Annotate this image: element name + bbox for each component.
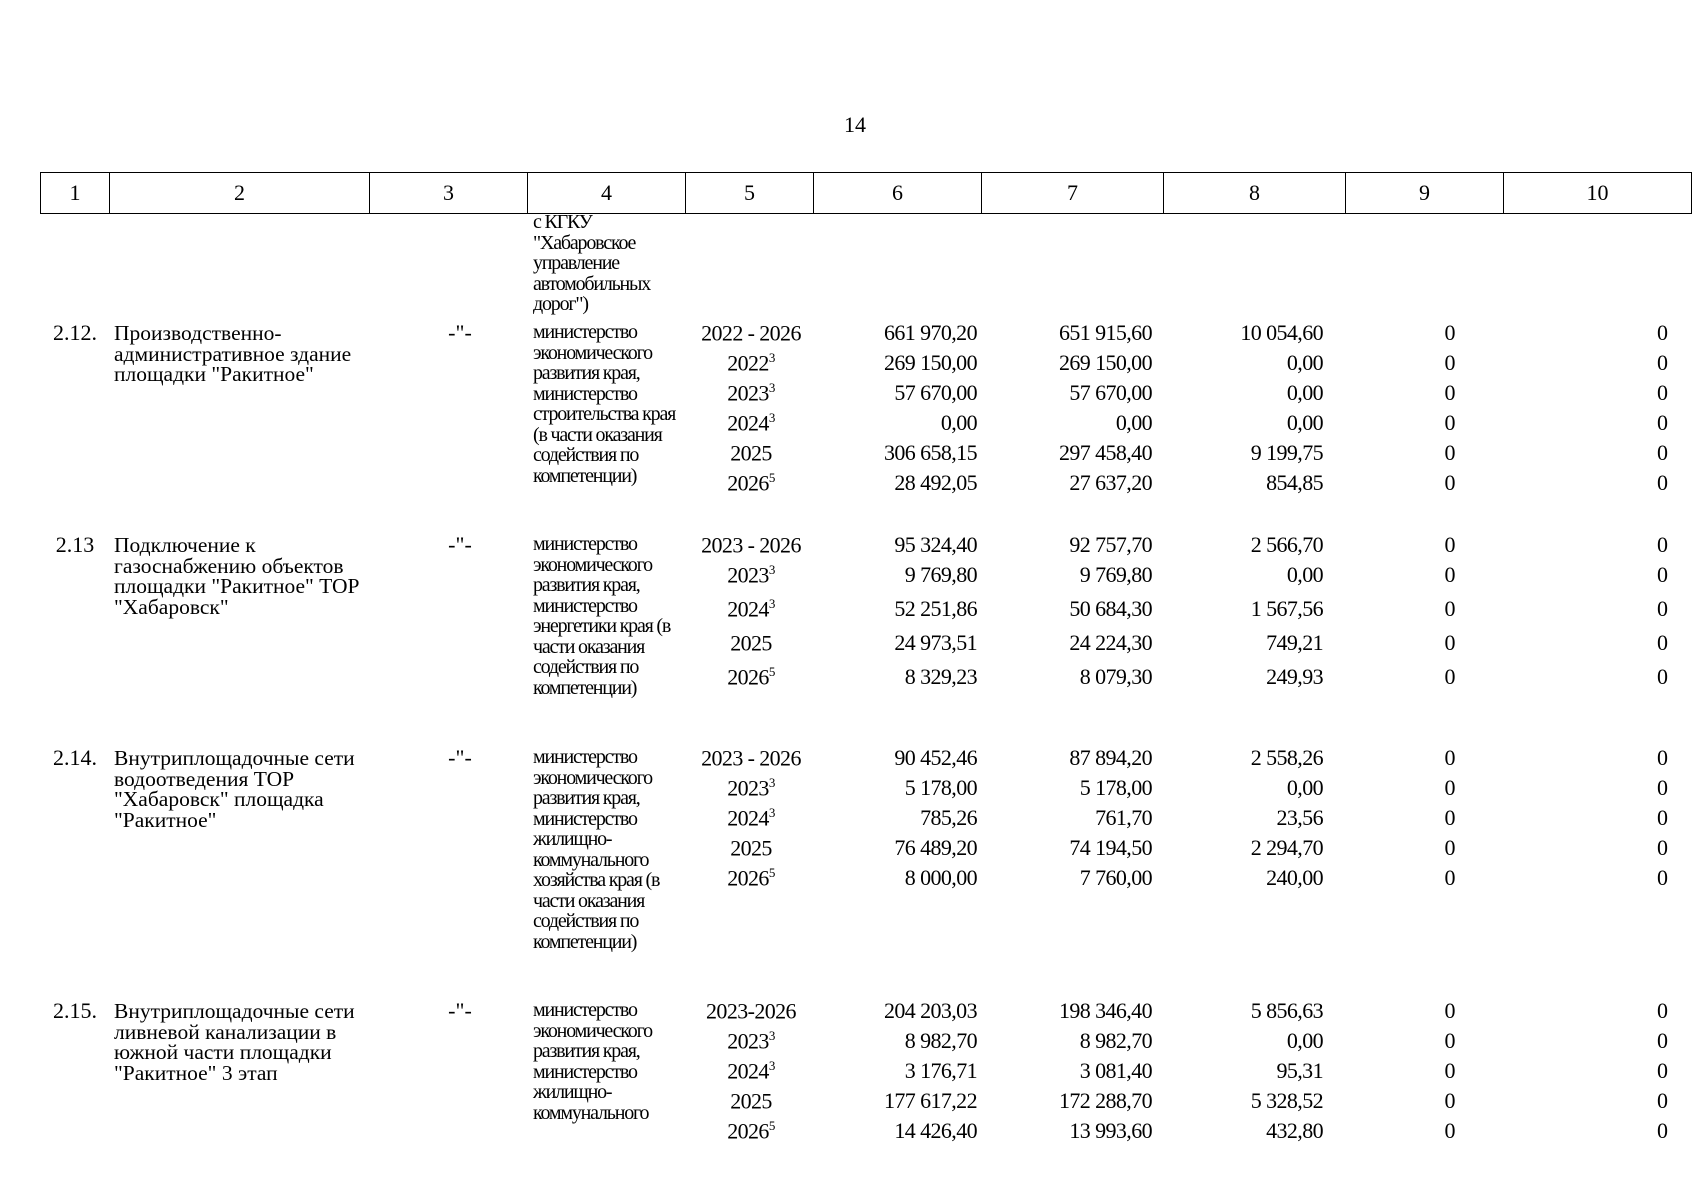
table-row [0, 745, 1697, 775]
table-row [0, 350, 1697, 380]
section-name: Внутриплощадочные сети ливневой канализации в южной части площадки "Ракитное" 3 этап [114, 999, 355, 1085]
value-col-9: 0 [1444, 320, 1456, 345]
value-col-9: 0 [1444, 596, 1456, 621]
footnote-mark: 3 [768, 562, 775, 577]
value-col-10: 0 [1657, 440, 1668, 465]
value-col-9: 0 [1444, 1118, 1456, 1143]
value-col-8: 0,00 [1286, 380, 1323, 405]
year: 2026 [727, 865, 769, 891]
total-value: 14 426,40 [894, 1118, 977, 1143]
value-col-8: 240,00 [1266, 865, 1323, 890]
value-col-8: 2 294,70 [1250, 835, 1323, 860]
value-col-8: 249,93 [1266, 664, 1323, 689]
table-row [0, 835, 1697, 865]
value-col-9: 0 [1444, 1058, 1456, 1083]
same-as-above-mark: -"- [448, 532, 472, 557]
value-col-8: 854,85 [1266, 470, 1323, 495]
table-row [0, 630, 1697, 660]
value-col-9: 0 [1444, 630, 1456, 655]
value-col-7: 7 760,00 [1079, 865, 1152, 890]
table-row [0, 320, 1697, 350]
table-row [0, 1028, 1697, 1058]
value-col-9: 0 [1444, 805, 1456, 830]
value-col-9: 0 [1444, 998, 1456, 1023]
footnote-mark: 3 [768, 1028, 775, 1043]
value-col-8: 95,31 [1276, 1058, 1323, 1083]
value-col-8: 10 054,60 [1240, 320, 1323, 345]
header-cell-5: 5 [685, 173, 813, 213]
total-value: 3 176,71 [904, 1058, 977, 1083]
value-col-8: 2 566,70 [1250, 532, 1323, 557]
footnote-mark: 5 [768, 865, 775, 880]
total-value: 269 150,00 [883, 350, 977, 375]
value-col-7: 0,00 [1115, 410, 1152, 435]
value-col-7: 92 757,70 [1069, 532, 1152, 557]
table-row [0, 998, 1697, 1028]
year: 2026 [727, 1118, 769, 1144]
total-value: 28 492,05 [894, 470, 977, 495]
value-col-10: 0 [1657, 1118, 1668, 1143]
year: 2023 [727, 1028, 769, 1054]
value-col-10: 0 [1657, 630, 1668, 655]
value-col-10: 0 [1657, 562, 1668, 587]
value-col-8: 2 558,26 [1250, 745, 1323, 770]
value-col-7: 24 224,30 [1069, 630, 1152, 655]
header-cell-4: 4 [527, 173, 685, 213]
value-col-7: 297 458,40 [1058, 440, 1152, 465]
year: 2026 [727, 470, 769, 496]
value-col-7: 198 346,40 [1058, 998, 1152, 1023]
value-col-10: 0 [1657, 596, 1668, 621]
value-col-9: 0 [1444, 1088, 1456, 1113]
year: 2025 [730, 1088, 772, 1114]
value-col-7: 13 993,60 [1069, 1118, 1152, 1143]
value-col-9: 0 [1444, 380, 1456, 405]
value-col-7: 50 684,30 [1069, 596, 1152, 621]
total-value: 90 452,46 [894, 745, 977, 770]
total-value: 0,00 [940, 410, 977, 435]
value-col-7: 27 637,20 [1069, 470, 1152, 495]
table-row [0, 805, 1697, 835]
total-value: 177 617,22 [883, 1088, 977, 1113]
header-cell-3: 3 [369, 173, 527, 213]
table-row [0, 380, 1697, 410]
footnote-mark: 3 [768, 350, 775, 365]
responsible-executor: министерство экономического развития края, министерство жилищно-коммунального [533, 999, 652, 1124]
value-col-7: 3 081,40 [1079, 1058, 1152, 1083]
year: 2022 - 2026 [701, 320, 801, 346]
table-row [0, 410, 1697, 440]
page-number: 14 [844, 112, 866, 137]
year: 2024 [727, 805, 769, 831]
value-col-7: 8 982,70 [1079, 1028, 1152, 1053]
value-col-10: 0 [1657, 745, 1668, 770]
value-col-9: 0 [1444, 440, 1456, 465]
value-col-8: 5 328,52 [1250, 1088, 1323, 1113]
value-col-7: 87 894,20 [1069, 745, 1152, 770]
year: 2023 - 2026 [701, 745, 801, 771]
value-col-7: 74 194,50 [1069, 835, 1152, 860]
value-col-9: 0 [1444, 562, 1456, 587]
header-cell-7: 7 [981, 173, 1163, 213]
table-row [0, 562, 1697, 592]
value-col-10: 0 [1657, 532, 1668, 557]
value-col-10: 0 [1657, 380, 1668, 405]
section-number: 2.15. [53, 998, 97, 1023]
value-col-9: 0 [1444, 835, 1456, 860]
same-as-above-mark: -"- [448, 320, 472, 345]
table-row [0, 664, 1697, 694]
value-col-9: 0 [1444, 745, 1456, 770]
table-row [0, 596, 1697, 626]
value-col-8: 0,00 [1286, 1028, 1323, 1053]
same-as-above-mark: -"- [448, 998, 472, 1023]
total-value: 76 489,20 [894, 835, 977, 860]
total-value: 24 973,51 [894, 630, 977, 655]
total-value: 57 670,00 [894, 380, 977, 405]
year: 2024 [727, 596, 769, 622]
year: 2024 [727, 410, 769, 436]
value-col-9: 0 [1444, 532, 1456, 557]
footnote-mark: 3 [768, 775, 775, 790]
table-row [0, 865, 1697, 895]
total-value: 5 178,00 [904, 775, 977, 800]
value-col-10: 0 [1657, 775, 1668, 800]
footnote-mark: 5 [768, 470, 775, 485]
section-name: Подключение к газоснабжению объектов площадки "Ракитное" ТОР "Хабаровск" [114, 533, 360, 619]
header-cell-10: 10 [1503, 173, 1691, 213]
value-col-8: 23,56 [1276, 805, 1323, 830]
total-value: 8 982,70 [904, 1028, 977, 1053]
responsible-executor: министерство экономического развития края, министерство строительства края (в части оказания содействия по компетенции) [533, 321, 676, 487]
section-name: Производственно-административное здание площадки "Ракитное" [114, 321, 352, 386]
total-value: 52 251,86 [894, 596, 977, 621]
value-col-9: 0 [1444, 775, 1456, 800]
year: 2023 - 2026 [701, 532, 801, 558]
total-value: 204 203,03 [883, 998, 977, 1023]
footnote-mark: 5 [768, 664, 775, 679]
value-col-7: 9 769,80 [1079, 562, 1152, 587]
year: 2023 [727, 775, 769, 801]
year: 2025 [730, 440, 772, 466]
value-col-10: 0 [1657, 470, 1668, 495]
value-col-10: 0 [1657, 998, 1668, 1023]
continued-responsible: с КГКУ "Хабаровское управление автомобильных дорог") [533, 211, 651, 315]
value-col-7: 57 670,00 [1069, 380, 1152, 405]
value-col-10: 0 [1657, 865, 1668, 890]
value-col-10: 0 [1657, 805, 1668, 830]
value-col-10: 0 [1657, 1028, 1668, 1053]
table-row [0, 775, 1697, 805]
value-col-10: 0 [1657, 320, 1668, 345]
same-as-above-mark: -"- [448, 745, 472, 770]
value-col-8: 749,21 [1266, 630, 1323, 655]
value-col-9: 0 [1444, 1028, 1456, 1053]
value-col-10: 0 [1657, 410, 1668, 435]
total-value: 8 329,23 [904, 664, 977, 689]
footnote-mark: 3 [768, 410, 775, 425]
responsible-executor: министерство экономического развития края, министерство жилищно-коммунального хозяйства края (в части оказания содействия по компетенции) [533, 746, 660, 953]
value-col-8: 432,80 [1266, 1118, 1323, 1143]
value-col-7: 8 079,30 [1079, 664, 1152, 689]
value-col-10: 0 [1657, 1058, 1668, 1083]
value-col-7: 172 288,70 [1058, 1088, 1152, 1113]
table-header [40, 172, 1692, 214]
table-row [0, 532, 1697, 562]
footnote-mark: 3 [768, 596, 775, 611]
value-col-9: 0 [1444, 410, 1456, 435]
section-number: 2.12. [53, 320, 97, 345]
value-col-10: 0 [1657, 664, 1668, 689]
responsible-executor: министерство экономического развития края, министерство энергетики края (в части оказания содействия по компетенции) [533, 533, 671, 699]
value-col-7: 269 150,00 [1058, 350, 1152, 375]
value-col-8: 0,00 [1286, 410, 1323, 435]
value-col-8: 0,00 [1286, 775, 1323, 800]
header-cell-9: 9 [1345, 173, 1503, 213]
table-row [0, 1118, 1697, 1148]
footnote-mark: 3 [768, 1058, 775, 1073]
year: 2023 [727, 562, 769, 588]
section-number: 2.13 [55, 532, 95, 557]
total-value: 95 324,40 [894, 532, 977, 557]
value-col-9: 0 [1444, 470, 1456, 495]
table-row [0, 1088, 1697, 1118]
header-cell-6: 6 [813, 173, 981, 213]
header-cell-2: 2 [109, 173, 369, 213]
value-col-7: 761,70 [1095, 805, 1152, 830]
value-col-10: 0 [1657, 1088, 1668, 1113]
year: 2025 [730, 630, 772, 656]
total-value: 306 658,15 [883, 440, 977, 465]
footnote-mark: 5 [768, 1118, 775, 1133]
footnote-mark: 3 [768, 805, 775, 820]
table-row [0, 440, 1697, 470]
year: 2024 [727, 1058, 769, 1084]
value-col-7: 5 178,00 [1079, 775, 1152, 800]
header-cell-8: 8 [1163, 173, 1345, 213]
value-col-8: 0,00 [1286, 350, 1323, 375]
total-value: 9 769,80 [904, 562, 977, 587]
value-col-9: 0 [1444, 865, 1456, 890]
footnote-mark: 3 [768, 380, 775, 395]
value-col-8: 5 856,63 [1250, 998, 1323, 1023]
value-col-10: 0 [1657, 350, 1668, 375]
value-col-7: 651 915,60 [1058, 320, 1152, 345]
value-col-9: 0 [1444, 350, 1456, 375]
table-row [0, 470, 1697, 500]
year: 2025 [730, 835, 772, 861]
header-cell-1: 1 [69, 180, 81, 205]
value-col-10: 0 [1657, 835, 1668, 860]
value-col-9: 0 [1444, 664, 1456, 689]
year: 2022 [727, 350, 769, 376]
value-col-8: 1 567,56 [1250, 596, 1323, 621]
table-row [0, 1058, 1697, 1088]
section-number: 2.14. [53, 745, 97, 770]
year: 2023 [727, 380, 769, 406]
total-value: 785,26 [920, 805, 977, 830]
total-value: 8 000,00 [904, 865, 977, 890]
year: 2023-2026 [706, 998, 796, 1024]
value-col-8: 0,00 [1286, 562, 1323, 587]
total-value: 661 970,20 [883, 320, 977, 345]
section-name: Внутриплощадочные сети водоотведения ТОР "Хабаровск" площадка "Ракитное" [114, 746, 355, 832]
value-col-8: 9 199,75 [1250, 440, 1323, 465]
year: 2026 [727, 664, 769, 690]
